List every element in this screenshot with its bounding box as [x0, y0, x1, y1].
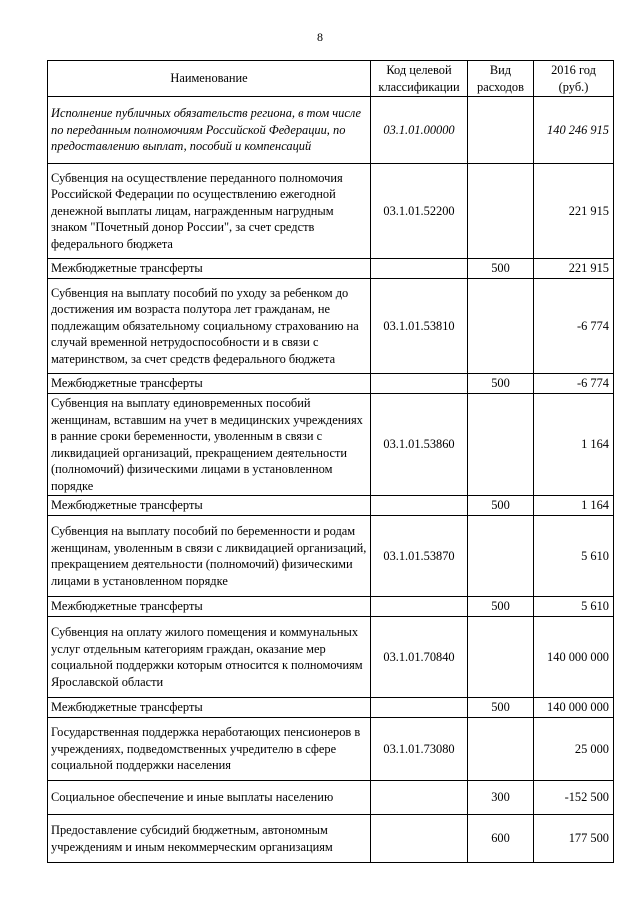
- row-kind-cell: 500: [468, 374, 534, 394]
- row-name-cell: Государственная поддержка неработающих пенсионеров в учреждениях, подведомственных учредителю в сфере социальной поддержки населения: [48, 718, 371, 781]
- row-name-cell: Предоставление субсидий бюджетным, автономным учреждениям и иным некоммерческим организациям: [48, 815, 371, 863]
- row-code-cell: 03.1.01.00000: [371, 97, 468, 164]
- table-row: [48, 496, 614, 516]
- header-kind: Вид расходов: [468, 61, 534, 97]
- budget-table: [47, 60, 614, 863]
- header-name: Наименование: [48, 61, 371, 97]
- row-amount-cell: 25 000: [534, 718, 614, 781]
- row-code-cell: [371, 496, 468, 516]
- row-amount-cell: 1 164: [534, 394, 614, 496]
- row-name-cell: Субвенция на выплату пособий по уходу за ребенком до достижения им возраста полутора лет гражданам, не подлежащим обязательному социальному страхованию на случай временной нетрудоспособности и в связи с материнством, за счет средств федерального бюджета: [48, 279, 371, 374]
- row-kind-cell: 300: [468, 781, 534, 815]
- row-code-cell: 03.1.01.73080: [371, 718, 468, 781]
- header-year: 2016 год (руб.): [534, 61, 614, 97]
- table-header-row: [48, 61, 614, 97]
- row-kind-cell: [468, 617, 534, 698]
- row-code-cell: 03.1.01.52200: [371, 164, 468, 259]
- row-name-cell: Межбюджетные трансферты: [48, 698, 371, 718]
- row-kind-cell: [468, 718, 534, 781]
- row-code-cell: [371, 781, 468, 815]
- row-name-cell: Субвенция на осуществление переданного полномочия Российской Федерации по осуществлению ежегодной денежной выплаты лицам, награжденным нагрудным знаком "Почетный донор России", за счет средств федерального бюджета: [48, 164, 371, 259]
- row-code-cell: 03.1.01.53810: [371, 279, 468, 374]
- row-amount-cell: 140 000 000: [534, 617, 614, 698]
- row-amount-cell: 221 915: [534, 164, 614, 259]
- row-kind-cell: 500: [468, 496, 534, 516]
- page-number: 8: [317, 30, 323, 44]
- row-kind-cell: 500: [468, 698, 534, 718]
- row-amount-cell: -6 774: [534, 279, 614, 374]
- row-code-cell: 03.1.01.70840: [371, 617, 468, 698]
- row-kind-cell: [468, 394, 534, 496]
- row-amount-cell: 5 610: [534, 516, 614, 597]
- row-name-cell: Межбюджетные трансферты: [48, 374, 371, 394]
- row-amount-cell: -6 774: [534, 374, 614, 394]
- row-name-cell: Социальное обеспечение и иные выплаты населению: [48, 781, 371, 815]
- table-row: [48, 516, 614, 597]
- row-code-cell: [371, 815, 468, 863]
- row-kind-cell: 500: [468, 597, 534, 617]
- row-name-cell: Межбюджетные трансферты: [48, 496, 371, 516]
- table-row: [48, 718, 614, 781]
- table-row: [48, 259, 614, 279]
- row-code-cell: 03.1.01.53860: [371, 394, 468, 496]
- row-kind-cell: 500: [468, 259, 534, 279]
- table-row: [48, 597, 614, 617]
- row-amount-cell: 5 610: [534, 597, 614, 617]
- table-row: [48, 781, 614, 815]
- row-amount-cell: 140 000 000: [534, 698, 614, 718]
- row-name-cell: Субвенция на выплату пособий по беременности и родам женщинам, уволенным в связи с ликвидацией организаций, прекращением деятельности (полномочий) физическими лицами в установленном порядке: [48, 516, 371, 597]
- table-row: [48, 815, 614, 863]
- row-name-cell: Субвенция на оплату жилого помещения и коммунальных услуг отдельным категориям граждан, оказание мер социальной поддержки которым относится к полномочиям Ярославской области: [48, 617, 371, 698]
- row-amount-cell: 177 500: [534, 815, 614, 863]
- table-row: [48, 164, 614, 259]
- row-code-cell: 03.1.01.53870: [371, 516, 468, 597]
- row-kind-cell: 600: [468, 815, 534, 863]
- row-amount-cell: 140 246 915: [534, 97, 614, 164]
- table-body: [48, 97, 614, 863]
- row-name-cell: Межбюджетные трансферты: [48, 597, 371, 617]
- row-code-cell: [371, 597, 468, 617]
- table-row: [48, 394, 614, 496]
- table-row: [48, 97, 614, 164]
- table-row: [48, 617, 614, 698]
- row-name-cell: Исполнение публичных обязательств региона, в том числе по переданным полномочиям Российской Федерации, по предоставлению выплат, пособий и компенсаций: [48, 97, 371, 164]
- row-amount-cell: -152 500: [534, 781, 614, 815]
- table-row: [48, 279, 614, 374]
- row-code-cell: [371, 374, 468, 394]
- row-kind-cell: [468, 97, 534, 164]
- row-kind-cell: [468, 164, 534, 259]
- row-kind-cell: [468, 516, 534, 597]
- row-amount-cell: 221 915: [534, 259, 614, 279]
- row-kind-cell: [468, 279, 534, 374]
- table-row: [48, 374, 614, 394]
- header-code: Код целевой классификации: [371, 61, 468, 97]
- row-amount-cell: 1 164: [534, 496, 614, 516]
- row-name-cell: Субвенция на выплату единовременных пособий женщинам, вставшим на учет в медицинских учреждениях в ранние сроки беременности, уволенным в связи с ликвидацией организаций, прекращением деятельности (полномочий) физическими лицами в установленном порядке: [48, 394, 371, 496]
- table-row: [48, 698, 614, 718]
- row-name-cell: Межбюджетные трансферты: [48, 259, 371, 279]
- row-code-cell: [371, 259, 468, 279]
- row-code-cell: [371, 698, 468, 718]
